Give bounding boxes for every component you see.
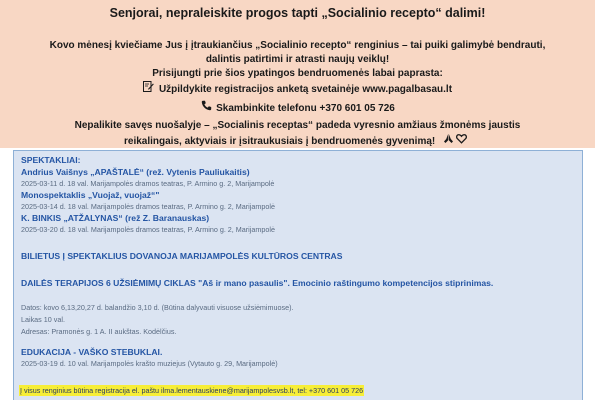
show-details: 2025-03-11 d. 18 val. Marijampolės dramos teatras, P. Armino g. 2, Marijampolė <box>21 179 275 188</box>
closing-line-2 <box>0 133 595 149</box>
register-text: Užpildykite registracijos anketą svetainėje www.pagalbasau.lt <box>158 84 453 95</box>
show-details: 2025-03-20 d. 18 val. Marijampolės dramos teatras, P. Armino g. 2, Marijampolė <box>21 225 275 234</box>
therapy-address: Adresas: Pramonės g. 1 A. II aukštas. Kodėlčius. <box>21 327 177 336</box>
therapy-time: Laikas 10 val. <box>21 315 65 324</box>
announcement-banner <box>0 0 595 148</box>
join-text: Prisijungti prie šios ypatingos bendruomenės labai paprasta: <box>152 68 443 79</box>
register-line <box>0 81 595 97</box>
closing-line-1: Nepalikite savęs nuošalyje – „Socialinis receptas“ padeda vyresnio amžiaus žmonėms jaustis <box>74 120 521 131</box>
closing-text: reikalingais, aktyviais ir įsitraukusiais į bendruomenės gyvenimą! <box>123 136 436 147</box>
event-program-box <box>13 150 583 400</box>
heart-icon <box>455 133 467 148</box>
therapy-dates: Datos: kovo 6,13,20,27 d. balandžio 3,10 d. (Būtina dalyvauti visuose užsiėmimuose). <box>21 303 294 312</box>
show-title: Andrius Vaišnys „APAŠTALĖ“ (rež. Vytenis Pauliukaitis) <box>21 167 250 177</box>
education-details: 2025-03-19 d. 10 val. Marijampolės krašto muziejus (Vytauto g. 29, Marijampolė) <box>21 359 278 368</box>
therapy-title: DAILĖS TERAPIJOS 6 UŽSIĖMIMŲ CIKLAS "Aš ir mano pasaulis". Emocinio raštingumo kompetencijos stiprinimas. <box>21 278 494 288</box>
show-details: 2025-03-14 d. 18 val. Marijampolės dramos teatras, P. Armino g. 2, Marijampolė <box>21 202 275 211</box>
intro-text <box>0 39 595 149</box>
tickets-note: BILIETUS Į SPEKTAKLIUS DOVANOJA MARIJAMPOLĖS KULTŪROS CENTRAS <box>21 251 343 261</box>
registration-note <box>19 380 364 398</box>
page-title: Senjorai, nepraleiskite progos tapti „Socialinio recepto“ dalimi! <box>109 6 486 20</box>
call-line <box>0 100 595 116</box>
intro-line-1: Kovo mėnesį kviečiame Jus į įtraukiančius „Socialinio recepto“ renginius – tai puiki galimybė bendrauti, <box>49 40 546 51</box>
show-title: K. BINKIS „ATŽALYNAS“ (rež Z. Baranauskas) <box>21 213 210 223</box>
form-pencil-icon <box>143 81 155 96</box>
praying-hands-icon <box>442 133 454 148</box>
show-title: Monospektaklis „Vuojaž, vuojaž“" <box>21 190 160 200</box>
theatre-heading: SPEKTAKLIAI: <box>21 155 81 165</box>
intro-line-2: dalintis patirtimi ir atrasti naujų veiklų! <box>205 54 390 65</box>
phone-icon <box>200 100 212 115</box>
education-title: EDUKACIJA - VAŠKO STEBUKLAI. <box>21 347 163 357</box>
call-text: Skambinkite telefonu +370 601 05 726 <box>216 103 395 114</box>
registration-note-text: Į visus renginius būtina registracija el. paštu ilma.lementauskiene@marijampolesvsb.lt, tel: +370 601 05 726 <box>20 386 364 395</box>
